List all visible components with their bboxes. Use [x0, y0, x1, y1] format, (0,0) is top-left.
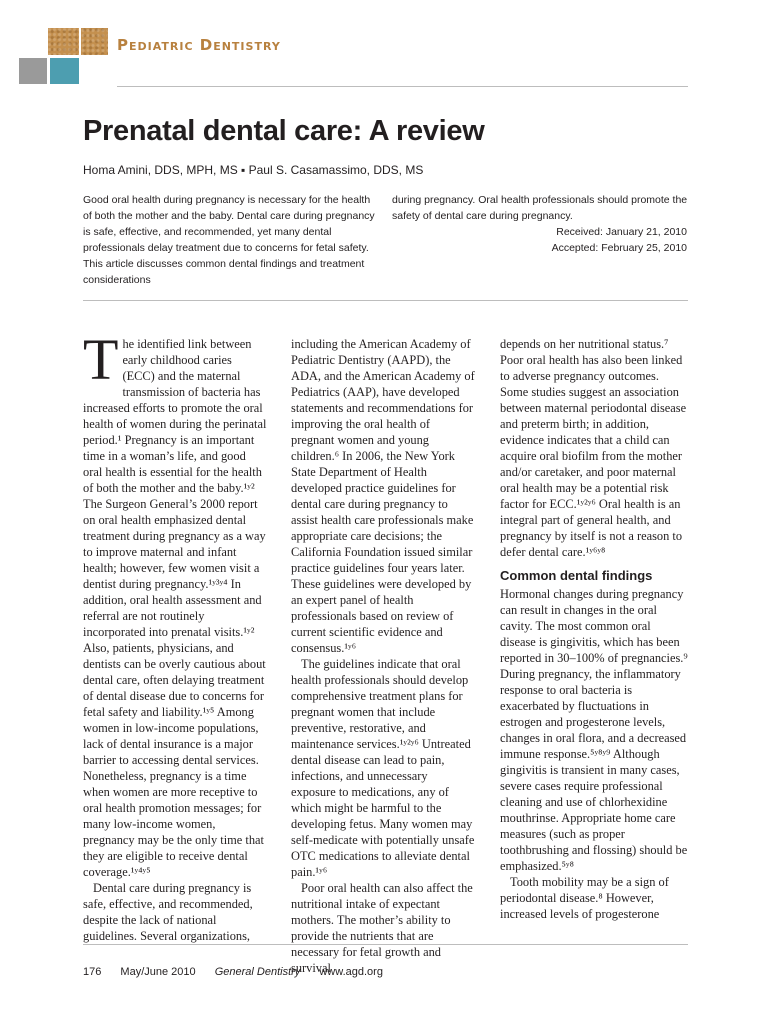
paragraph: including the American Academy of Pediatric Dentistry (AAPD), the ADA, and the American Academy of Pediatrics (AAP), have developed statements and recommendations for improving the oral health of pregnant women and young children.⁶ In 2006, the New York State Department of Health developed practice guidelines for dental care during pregnancy to assist health care professionals make appropriate care decisions; the California Foundation issued similar practice guidelines four years later. These guidelines were developed by an expert panel of health professionals based on review of current scientific evidence and consensus.¹ʸ⁶ — [291, 337, 475, 655]
logo-square-teal — [50, 58, 79, 84]
body-column-1 — [83, 327, 267, 944]
footer-rule — [83, 944, 688, 945]
header-rule — [117, 86, 688, 87]
paragraph: Poor oral health can also affect the nutritional intake of expectant mothers. The mother’s ability to provide the nutrients that are necessary for fetal growth and survival — [291, 881, 473, 975]
body-column-3 — [500, 336, 688, 922]
abstract-right: during pregnancy. Oral health professionals should promote the safety of dental care during pregnancy. — [392, 194, 688, 222]
article-title: Prenatal dental care: A review — [83, 115, 485, 147]
accepted-date: Accepted: February 25, 2010 — [551, 242, 687, 254]
paragraph: depends on her nutritional status.⁷ Poor oral health has also been linked to adverse pregnancy outcomes. Some studies suggest an association between maternal periodontal disease and preterm birth; in addition, evidence indicates that a child can acquire oral biofilm from the mother and/or caretaker, and poor maternal oral health may be a potential risk factor for ECC.¹ʸ²ʸ⁶ Oral health is an integral part of general health, and pregnancy by itself is not a reason to defer dental care.¹ʸ⁶ʸ⁸ — [500, 337, 687, 559]
abstract-left: Good oral health during pregnancy is necessary for the health of both the mother and the baby. Dental care during pregnancy is safe, effective, and recommended, yet many dental professionals delay treatment due to concerns for fetal safety. This article discusses common dental findings and treatment considerations — [83, 194, 375, 286]
journal-name: General Dentistry — [214, 966, 301, 978]
body-column-2 — [291, 336, 475, 976]
section-heading: Common dental findings — [500, 568, 653, 583]
drop-cap: T — [83, 327, 119, 392]
logo-square-gray — [19, 58, 47, 84]
paragraph: Dental care during pregnancy is safe, effective, and recommended, despite the lack of national guidelines. Several organizations, — [83, 881, 253, 943]
journal-url: www.agd.org — [319, 966, 383, 978]
received-date: Received: January 21, 2010 — [556, 226, 687, 238]
issue-date: May/June 2010 — [120, 966, 196, 978]
abstract-rule — [83, 300, 688, 301]
page-number: 176 — [83, 966, 102, 978]
paragraph: The guidelines indicate that oral health professionals should develop comprehensive treatment plans for pregnant women that include preventive, restorative, and maintenance services.¹ʸ²ʸ⁶ Untreated dental disease can lead to pain, infections, and unnecessary exposure to medications, any of which might be harmful to the developing fetus. Many women may self-medicate with potentially unsafe OTC medications to alleviate dental pain.¹ʸ⁶ — [291, 657, 475, 879]
page-footer — [83, 965, 399, 979]
paragraph: he identified link between early childhood caries (ECC) and the maternal transmission of bacteria has increased efforts to promote the oral health of women during the perinatal period.¹ Pregnancy is an important time in a woman’s life, and good oral health is essential for the health of both the mother and the baby.¹ʸ² The Surgeon General’s 2000 report on oral health emphasized dental treatment during pregnancy as a way to improve maternal and infant health; however, few women visit a dentist during pregnancy.¹ʸ³ʸ⁴ In addition, oral health assessment and referral are not routinely incorporated into prenatal visits.¹ʸ² Also, patients, physicians, and dentists can be overly cautious about dental care, often delaying treatment of dental disease due to concerns for fetal safety and liability.¹ʸ⁵ Among women in low-income populations, lack of dental insurance is a major barrier to accessing dental services. Nonetheless, pregnancy is a time when women are more receptive to oral health promotion messages; for many low-income women, pregnancy may be the only time that they are eligible to receive dental coverage.¹ʸ⁴ʸ⁵ — [83, 337, 267, 879]
logo-square-textured-left — [48, 28, 79, 55]
author-line: Homa Amini, DDS, MPH, MS ▪ Paul S. Casamassimo, DDS, MS — [83, 163, 424, 177]
paragraph: Tooth mobility may be a sign of periodontal disease.⁸ However, increased levels of progesterone — [500, 875, 669, 921]
logo-square-textured-right — [81, 28, 108, 55]
paragraph: Hormonal changes during pregnancy can result in changes in the oral cavity. The most common oral disease is gingivitis, which has been reported in 30–100% of pregnancies.⁹ During pregnancy, the inflammatory response to oral bacteria is exacerbated by fluctuations in estrogen and progesterone levels, changes in oral flora, and a decreased immune response.⁵ʸ⁸ʸ⁹ Although gingivitis is transient in many cases, severe cases require professional cleaning and use of chlorhexidine mouthrinse. Appropriate home care measures (such as proper toothbrushing and flossing) should be emphasized.⁵ʸ⁸ — [500, 587, 688, 873]
section-title: Pediatric Dentistry — [117, 36, 281, 54]
article-dates — [391, 224, 687, 256]
